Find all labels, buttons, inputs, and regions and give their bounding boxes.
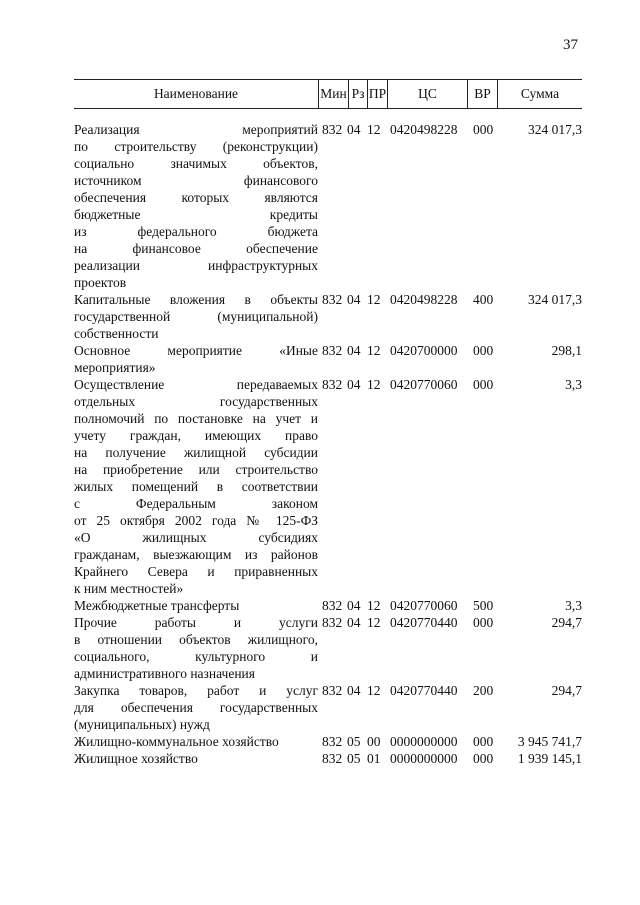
row-name-line: Закупка товаров, работ и услуг [74,683,318,698]
row-name-line: жилых помещений в соответствии [74,479,318,494]
cell-vr: 000 [473,377,494,392]
cell-rz: 04 [347,615,361,630]
row-name-line: собственности [74,326,159,341]
row-name-line: бюджетные кредиты [74,207,318,222]
cell-sum: 3 945 741,7 [517,734,582,749]
row-name [74,614,318,682]
row-name-line: обеспечения которых являются [74,190,318,205]
row-name [74,733,318,750]
cell-rz: 05 [347,734,361,749]
row-name [74,750,318,767]
cell-sum: 294,7 [551,615,582,630]
cell-pr: 01 [367,751,381,766]
cell-min: 832 [322,734,343,749]
cell-sum: 3,3 [565,598,582,613]
row-name-line: государственной (муниципальной) [74,309,318,324]
row-name-line: на приобретение или строительство [74,462,318,477]
table-row [74,614,582,682]
cell-vr: 500 [473,598,494,613]
row-name-line: Крайнего Севера и приравненных [74,564,318,579]
column-header-sum: Сумма [520,86,560,101]
cell-rz: 04 [347,377,361,392]
cell-rz: 04 [347,683,361,698]
row-name-line: гражданам, выезжающим из районов [74,547,318,562]
cell-min: 832 [322,751,343,766]
row-name-line: реализации инфраструктурных [74,258,318,273]
row-name-line: Реализация мероприятий [74,122,318,137]
cell-vr: 400 [473,292,494,307]
row-name-line: Жилищное хозяйство [74,751,198,766]
cell-cs: 0420770060 [390,377,458,392]
row-name-line: Осуществление передаваемых [74,377,318,392]
column-header-rz: Рз [351,86,365,101]
cell-pr: 12 [367,343,381,358]
row-name-line: Основное мероприятие «Иные [74,343,318,358]
row-name [74,376,318,597]
cell-rz: 04 [347,343,361,358]
row-name-line: для обеспечения государственных [74,700,318,715]
row-name-line: Жилищно-коммунальное хозяйство [74,734,279,749]
row-name-line: на финансовое обеспечение [74,241,318,256]
cell-sum: 1 939 145,1 [517,751,582,766]
cell-pr: 12 [367,615,381,630]
table-row [74,376,582,597]
cell-min: 832 [322,598,343,613]
column-header-vr: ВР [474,86,491,101]
cell-pr: 00 [367,734,381,749]
column-header-min: Мин [320,86,347,101]
cell-min: 832 [322,683,343,698]
table-row [74,682,582,733]
cell-sum: 294,7 [551,683,582,698]
cell-cs: 0420498228 [390,292,458,307]
cell-min: 832 [322,292,343,307]
row-name-line: социального, культурного и [74,649,318,664]
cell-pr: 12 [367,292,381,307]
cell-sum: 298,1 [551,343,582,358]
cell-vr: 000 [473,122,494,137]
cell-vr: 000 [473,734,494,749]
table-row [74,342,582,376]
table-row [74,121,582,291]
row-name [74,291,318,342]
row-name [74,597,318,614]
row-name-line: Прочие работы и услуги [74,615,318,630]
cell-pr: 12 [367,683,381,698]
row-name-line: отдельных государственных [74,394,318,409]
cell-cs: 0420770060 [390,598,458,613]
table-row [74,733,582,750]
cell-vr: 000 [473,751,494,766]
table-row [74,291,582,342]
row-name-line: от 25 октября 2002 года № 125-ФЗ [74,513,318,528]
table-row [74,750,582,767]
row-name-line: на получение жилищной субсидии [74,445,318,460]
cell-vr: 000 [473,343,494,358]
row-name-line: источником финансового [74,173,318,188]
row-name [74,342,318,376]
row-name-line: по строительству (реконструкции) [74,139,318,154]
row-name-line: с Федеральным законом [74,496,318,511]
cell-cs: 0420770440 [390,615,458,630]
table-header [74,79,582,109]
cell-vr: 000 [473,615,494,630]
row-name-line: из федерального бюджета [74,224,318,239]
cell-rz: 05 [347,751,361,766]
cell-pr: 12 [367,377,381,392]
cell-rz: 04 [347,598,361,613]
row-name-line: мероприятия» [74,360,156,375]
cell-cs: 0000000000 [390,734,458,749]
row-name-line: «О жилищных субсидиях [74,530,318,545]
row-name-line: Межбюджетные трансферты [74,598,240,613]
row-name-line: полномочий по постановке на учет и [74,411,318,426]
column-header-cs: ЦС [418,86,437,101]
cell-cs: 0420498228 [390,122,458,137]
row-name-line: социально значимых объектов, [74,156,318,171]
row-name-line: к ним местностей» [74,581,184,596]
cell-sum: 324 017,3 [528,122,582,137]
cell-min: 832 [322,377,343,392]
cell-rz: 04 [347,122,361,137]
cell-vr: 200 [473,683,494,698]
cell-min: 832 [322,343,343,358]
column-header-pr: ПР [368,86,387,101]
row-name-line: проектов [74,275,127,290]
cell-pr: 12 [367,122,381,137]
cell-cs: 0420770440 [390,683,458,698]
row-name [74,121,318,291]
cell-min: 832 [322,615,343,630]
cell-rz: 04 [347,292,361,307]
row-name-line: Капитальные вложения в объекты [74,292,318,307]
row-name-line: административного назначения [74,666,255,681]
row-name [74,682,318,733]
cell-cs: 0420700000 [390,343,458,358]
column-header-name: Наименование [153,86,239,101]
cell-pr: 12 [367,598,381,613]
page-number: 37 [563,37,578,53]
cell-min: 832 [322,122,343,137]
row-name-line: в отношении объектов жилищного, [74,632,318,647]
row-name-line: учету граждан, имеющих право [74,428,318,443]
row-name-line: (муниципальных) нужд [74,717,210,732]
cell-sum: 3,3 [565,377,582,392]
cell-sum: 324 017,3 [528,292,582,307]
table-row [74,597,582,614]
cell-cs: 0000000000 [390,751,458,766]
